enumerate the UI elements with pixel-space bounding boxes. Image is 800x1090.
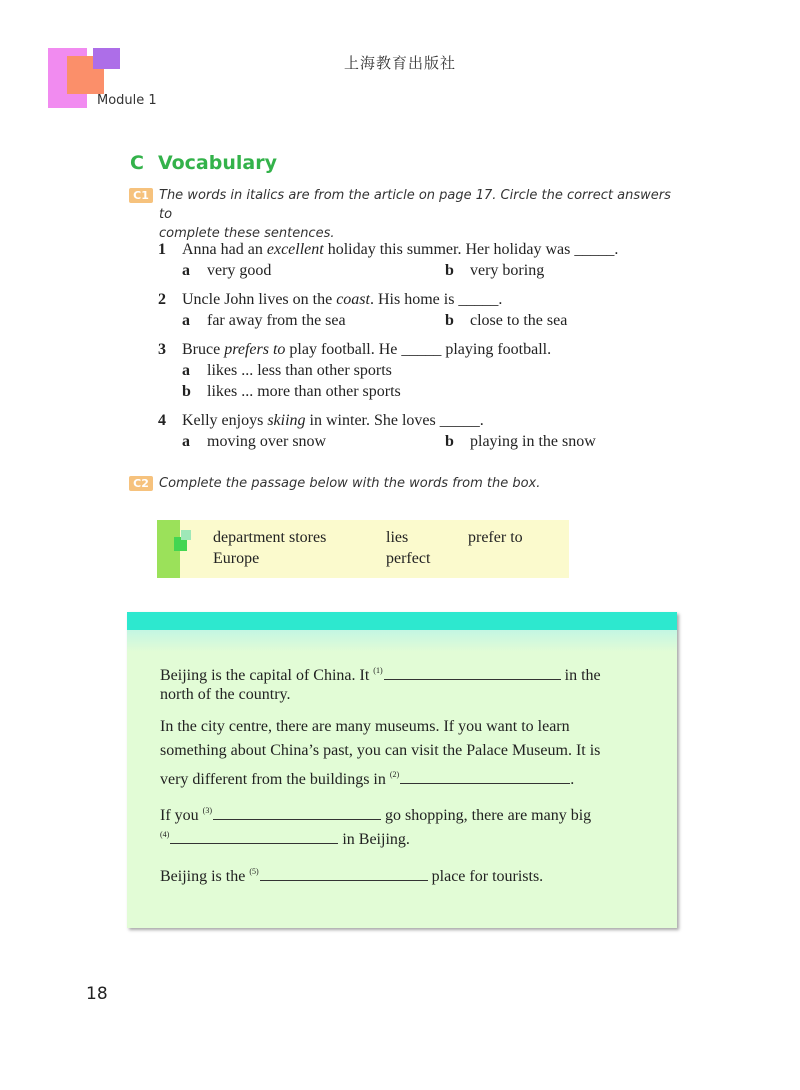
blank-number: (3) xyxy=(202,806,212,815)
question-text-after: play football. He _____ playing football. xyxy=(285,341,552,358)
question-text xyxy=(182,411,484,431)
section-heading xyxy=(130,152,277,174)
question-text xyxy=(182,340,551,360)
option-letter: a xyxy=(182,312,190,329)
passage-text: . xyxy=(570,771,575,788)
question-text-before: Bruce xyxy=(182,341,225,358)
option-text: very boring xyxy=(470,262,545,279)
question-number: 1 xyxy=(158,241,166,258)
option-letter: b xyxy=(445,433,454,450)
word-europe: Europe xyxy=(213,550,260,567)
question-text-before: Kelly enjoys xyxy=(182,412,268,429)
passage-line xyxy=(160,823,410,852)
question-number: 3 xyxy=(158,341,166,358)
question-text xyxy=(182,240,618,260)
passage-text: place for tourists. xyxy=(427,868,544,885)
passage-line: something about China’s past, you can visit the Palace Museum. It is xyxy=(160,742,601,759)
blank-3[interactable] xyxy=(213,805,381,820)
question-number: 2 xyxy=(158,291,166,308)
question-text-after: holiday this summer. Her holiday was _____. xyxy=(323,241,619,258)
passage-text: in Beijing. xyxy=(338,831,410,848)
c1-instruction xyxy=(159,186,679,243)
blank-number: (2) xyxy=(389,770,400,779)
option-letter: a xyxy=(182,433,190,450)
question-text-before: Anna had an xyxy=(182,241,267,258)
section-title: Vocabulary xyxy=(157,152,277,174)
word-prefer-to: prefer to xyxy=(468,529,523,546)
option-letter: b xyxy=(445,262,454,279)
passage-text: go shopping, there are many big xyxy=(380,807,592,824)
option-text: likes ... more than other sports xyxy=(207,383,401,400)
blank-number: (4) xyxy=(160,830,170,839)
option-text: far away from the sea xyxy=(207,312,346,329)
blank-number: (1) xyxy=(373,666,383,675)
word-box-square-small xyxy=(181,530,191,540)
option-text: moving over snow xyxy=(207,433,327,450)
option-letter: a xyxy=(182,262,190,279)
passage-top-band xyxy=(127,612,677,630)
passage-text: If you xyxy=(160,807,203,824)
passage-text: Beijing is the xyxy=(160,868,250,885)
passage-text: very different from the buildings in xyxy=(160,771,390,788)
page-number: 18 xyxy=(86,984,108,1004)
question-italic-word: coast xyxy=(336,291,370,308)
blank-4[interactable] xyxy=(170,829,338,844)
c2-tag: C2 xyxy=(129,476,153,491)
c1-instruction-line1: The words in italics are from the article on page 17. Circle the correct answers to xyxy=(159,188,671,222)
option-letter: b xyxy=(445,312,454,329)
passage-line: north of the country. xyxy=(160,686,291,703)
question-italic-word: prefers to xyxy=(224,341,286,358)
passage-text: Beijing is the capital of China. It xyxy=(160,667,374,684)
word-department-stores: department stores xyxy=(213,529,327,546)
passage-box xyxy=(127,612,677,928)
option-letter: b xyxy=(182,383,191,400)
passage-line xyxy=(160,763,574,792)
c1-instruction-line2: complete these sentences. xyxy=(159,226,335,241)
option-text: playing in the snow xyxy=(470,433,596,450)
question-number: 4 xyxy=(158,412,166,429)
c2-instruction: Complete the passage below with the words from the box. xyxy=(159,476,541,491)
publisher-name: 上海教育出版社 xyxy=(343,54,456,72)
passage-line xyxy=(160,860,543,889)
option-text: very good xyxy=(207,262,272,279)
blank-1[interactable] xyxy=(384,665,561,680)
word-perfect: perfect xyxy=(386,550,431,567)
passage-band-fade xyxy=(127,630,677,652)
question-italic-word: skiing xyxy=(267,412,306,429)
word-box xyxy=(157,520,569,578)
blank-number: (5) xyxy=(249,867,259,876)
passage-text: in the xyxy=(560,667,601,684)
section-letter: C xyxy=(130,152,144,174)
blank-2[interactable] xyxy=(400,769,570,784)
option-letter: a xyxy=(182,362,190,379)
word-lies: lies xyxy=(386,529,409,546)
option-text: likes ... less than other sports xyxy=(207,362,392,379)
option-text: close to the sea xyxy=(470,312,568,329)
c1-tag: C1 xyxy=(129,188,153,203)
question-text xyxy=(182,290,502,310)
passage-line: In the city centre, there are many museums. If you want to learn xyxy=(160,718,570,735)
question-text-before: Uncle John lives on the xyxy=(182,291,337,308)
question-text-after: . His home is _____. xyxy=(369,291,503,308)
module-label: Module 1 xyxy=(97,93,157,108)
question-text-after: in winter. She loves _____. xyxy=(305,412,484,429)
blank-5[interactable] xyxy=(260,866,428,881)
question-italic-word: excellent xyxy=(266,241,324,258)
